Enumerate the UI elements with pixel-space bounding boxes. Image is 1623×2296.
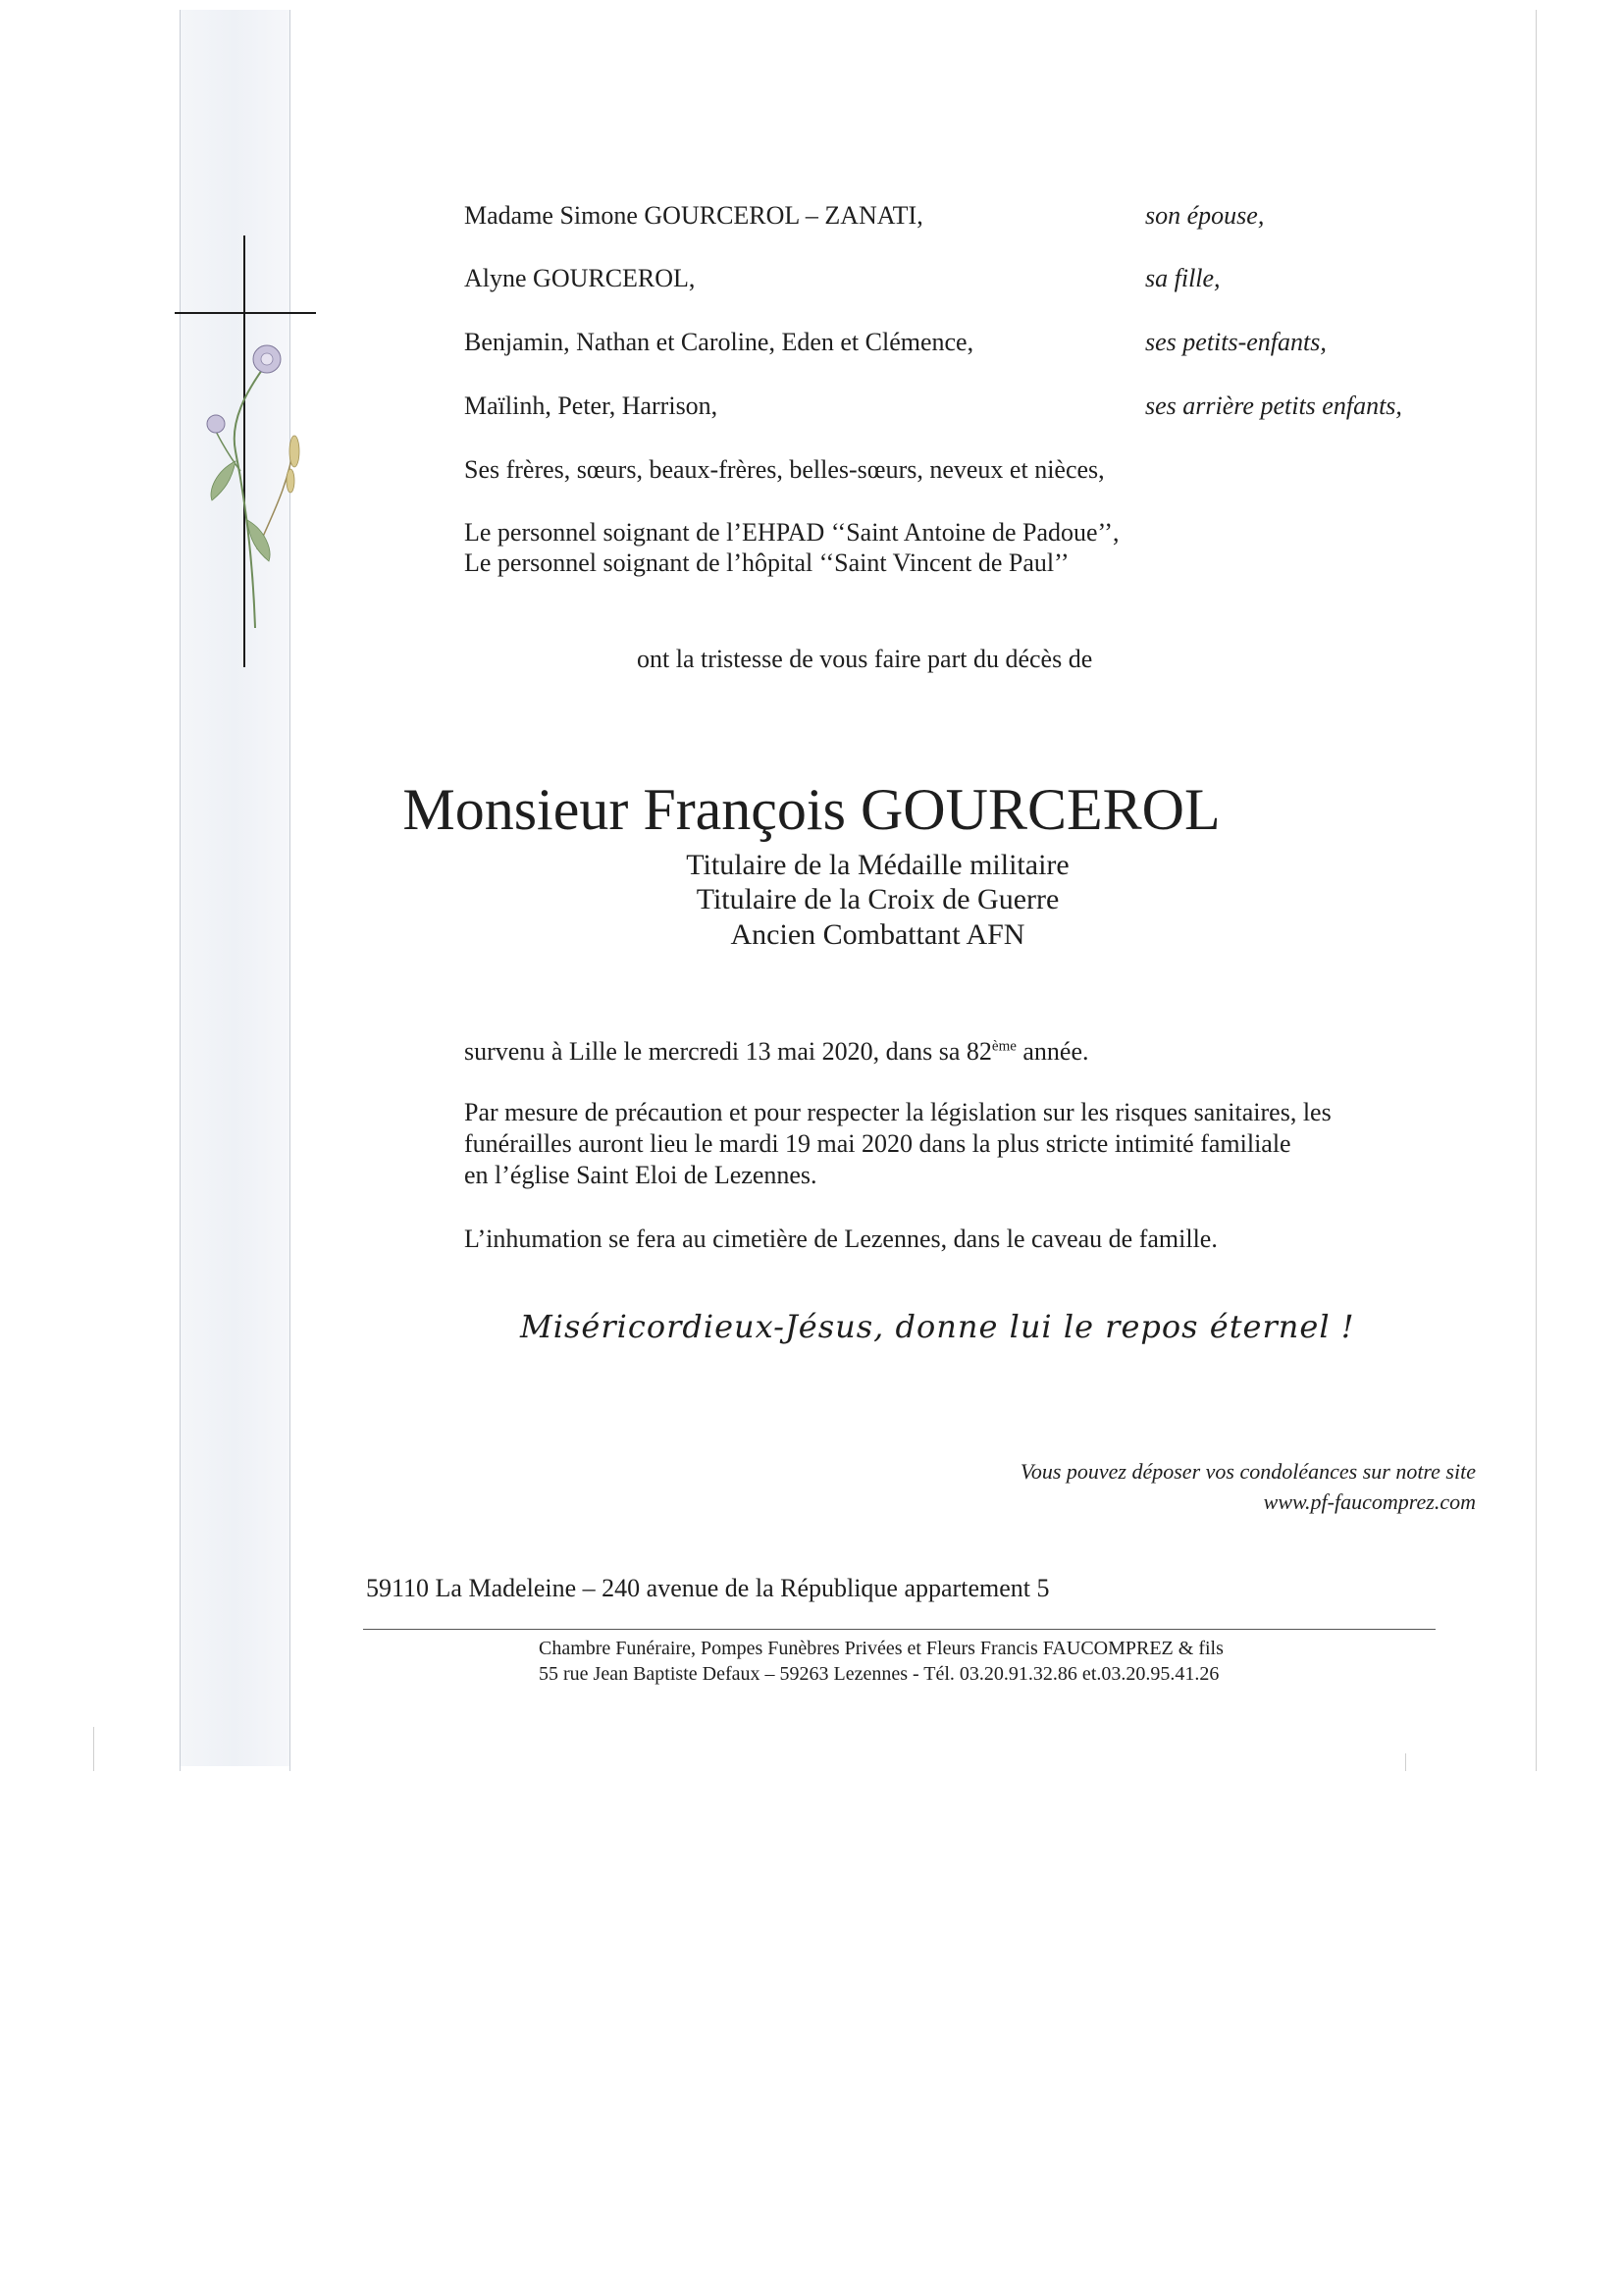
family-name-1: Madame Simone GOURCEROL – ZANATI, (464, 201, 923, 230)
family-name-3: Benjamin, Nathan et Caroline, Eden et Clémence, (464, 328, 974, 356)
prayer: Miséricordieux-Jésus, donne lui le repos éternel ! (520, 1308, 1355, 1345)
burial-line: L’inhumation se fera au cimetière de Lezennes, dans le caveau de famille. (464, 1225, 1218, 1253)
honor-2: Titulaire de la Croix de Guerre (696, 883, 1060, 915)
footer-line-1: Chambre Funéraire, Pompes Funèbres Privées et Fleurs Francis FAUCOMPREZ & fils (539, 1638, 1224, 1659)
footer-divider (363, 1629, 1436, 1630)
condolences-line-1: Vous pouvez déposer vos condoléances sur notre site (1020, 1459, 1476, 1484)
honor-1: Titulaire de la Médaille militaire (686, 849, 1070, 881)
death-text-end: année. (1016, 1037, 1089, 1066)
funeral-line-3: en l’église Saint Eloi de Lezennes. (464, 1161, 817, 1189)
condolences-link[interactable]: www.pf-faucomprez.com (1263, 1489, 1476, 1514)
death-text: survenu à Lille le mercredi 13 mai 2020, dans sa 82 (464, 1037, 992, 1066)
deceased-name: Monsieur François GOURCEROL (402, 777, 1221, 842)
left-card-edge (93, 1727, 94, 1771)
funeral-line-2: funérailles auront lieu le mardi 19 mai 2020 dans la plus stricte intimité familiale (464, 1129, 1291, 1158)
family-relation-1: son épouse, (1145, 201, 1265, 230)
death-notice (464, 1036, 1089, 1068)
family-relation-4: ses arrière petits enfants, (1145, 391, 1402, 420)
staff-line-1: Le personnel soignant de l’EHPAD ‘‘Saint Antoine de Padoue’’, (464, 518, 1120, 547)
ordinal-suffix: ème (991, 1038, 1017, 1055)
staff-line-2: Le personnel soignant de l’hôpital ‘‘Saint Vincent de Paul’’ (464, 548, 1070, 577)
funeral-line-1: Par mesure de précaution et pour respecter la législation sur les risques sanitaires, les (464, 1098, 1332, 1126)
family-name-4: Maïlinh, Peter, Harrison, (464, 391, 718, 420)
siblings-line: Ses frères, sœurs, beaux-frères, belles-sœurs, neveux et nièces, (464, 455, 1105, 484)
cross-horizontal (175, 312, 316, 314)
family-relation-3: ses petits-enfants, (1145, 328, 1327, 356)
announcement: ont la tristesse de vous faire part du décès de (637, 645, 1093, 673)
footer-line-2: 55 rue Jean Baptiste Defaux – 59263 Lezennes - Tél. 03.20.91.32.86 et.03.20.95.41.26 (539, 1663, 1220, 1685)
family-name-2: Alyne GOURCEROL, (464, 264, 696, 292)
flower-icon (196, 334, 314, 638)
address: 59110 La Madeleine – 240 avenue de la République appartement 5 (366, 1574, 1050, 1602)
family-relation-2: sa fille, (1145, 264, 1221, 292)
bottom-right-mark (1405, 1753, 1406, 1771)
honor-3: Ancien Combattant AFN (730, 918, 1025, 951)
